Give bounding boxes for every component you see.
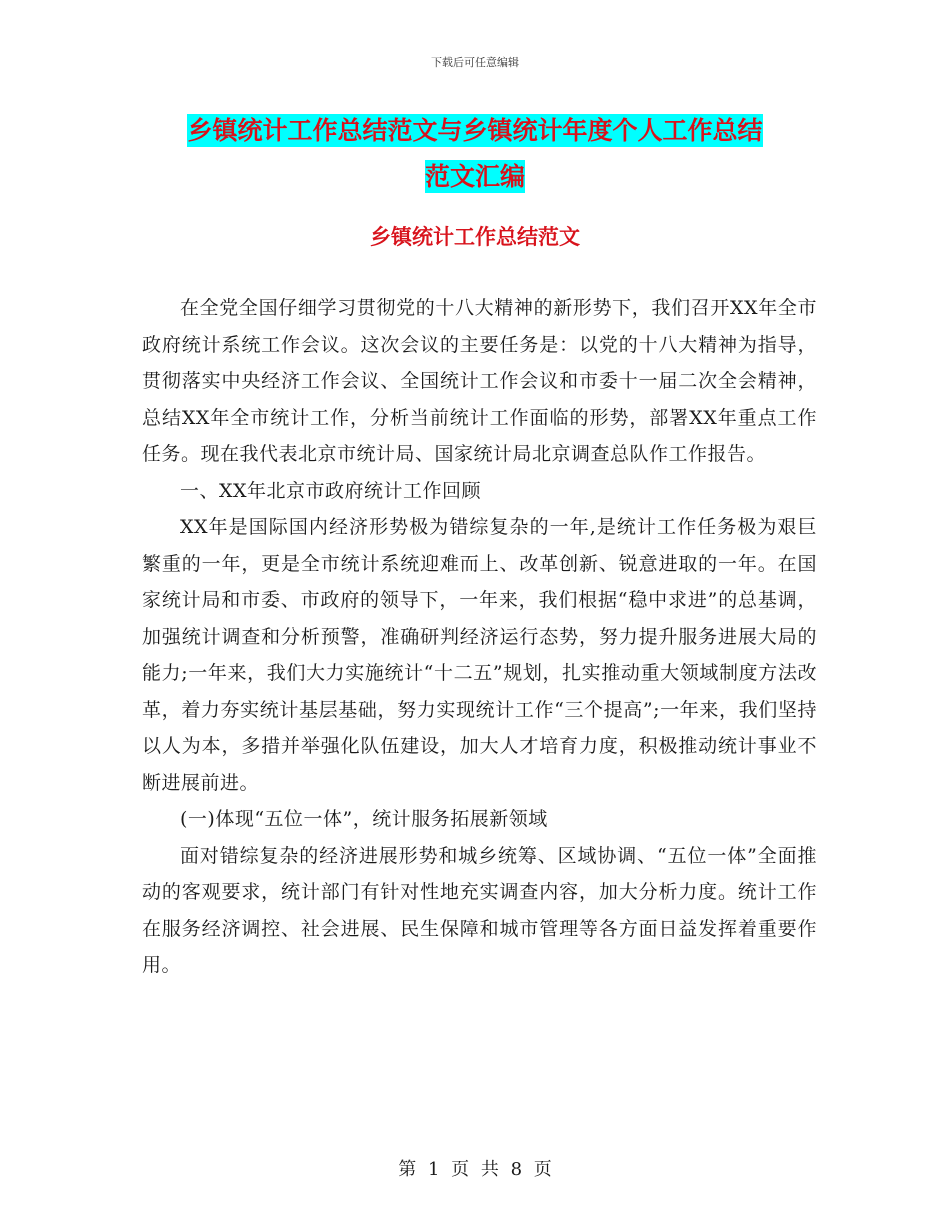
paragraph-intro: 在全党全国仔细学习贯彻党的十八大精神的新形势下，我们召开XX年全市政府统计系统工作会议。这次会议的主要任务是：以党的十八大精神为指导，贯彻落实中央经济工作会议、全国统计工作会议和市委十一届二次全会精神，总结XX年全市统计工作，分析当前统计工作面临的形势，部署XX年重点工作任务。现在我代表北京市统计局、国家统计局北京调查总队作工作报告。 [142, 297, 817, 465]
paragraph-five-in-one: 面对错综复杂的经济进展形势和城乡统筹、区域协调、“五位一体”全面推动的客观要求，统计部门有针对性地充实调查内容，加大分析力度。统计工作在服务经济调控、社会进展、民生保障和城市管理等各方面日益发挥着重要作用。 [142, 844, 817, 976]
paragraph-review: XX年是国际国内经济形势极为错综复杂的一年,是统计工作任务极为艰巨繁重的一年，更是全市统计系统迎难而上、改革创新、锐意进取的一年。在国家统计局和市委、市政府的领导下，一年来，我们根据“稳中求进”的总基调，加强统计调查和分析预警，准确研判经济运行态势，努力提升服务进展大局的能力;一年来，我们大力实施统计“十二五”规划，扎实推动重大领域制度方法改革，着力夯实统计基层基础，努力实现统计工作“三个提高”;一年来，我们坚持以人为本，多措并举强化队伍建设，加大人才培育力度，积极推动统计事业不断进展前进。 [142, 516, 817, 794]
page-footer: 第 1 页 共 8 页 [398, 1159, 552, 1180]
header-note: 下载后可任意编辑 [431, 56, 519, 69]
heading-review: 一、XX年北京市政府统计工作回顾 [180, 479, 482, 502]
document-body [142, 290, 817, 984]
document-title-line-1: 乡镇统计工作总结范文与乡镇统计年度个人工作总结 [187, 116, 763, 145]
document-title-line-2: 范文汇编 [424, 162, 525, 191]
subheading-five-in-one: (一)体现“五位一体”，统计服务拓展新领域 [180, 808, 548, 830]
document-title [140, 108, 810, 200]
section-title: 乡镇统计工作总结范文 [370, 225, 580, 249]
